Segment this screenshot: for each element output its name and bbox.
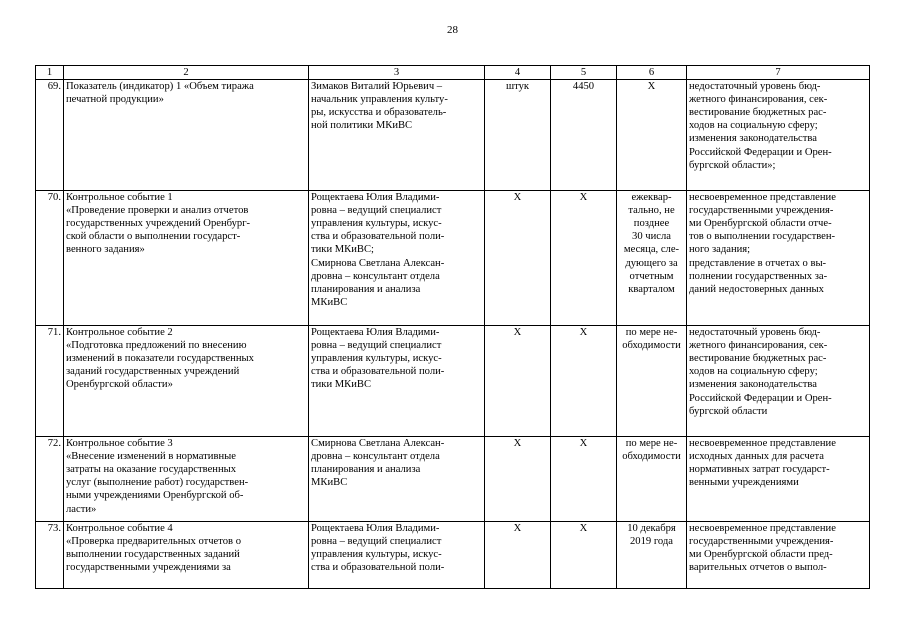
column-header-1: 1 bbox=[36, 66, 64, 80]
risks-cell: несвоевременное представление исходных данных для расчета нормативных затрат государст- венными учреждениями bbox=[687, 437, 870, 522]
indicator-cell: Показатель (индикатор) 1 «Объем тиража печатной продукции» bbox=[64, 80, 309, 191]
unit-cell: штук bbox=[485, 80, 551, 191]
column-header-5: 5 bbox=[551, 66, 617, 80]
risks-cell: недостаточный уровень бюд- жетного финансирования, сек- вестирование бюджетных рас- ходов на социальную сферу; изменения законодательства Российской Федерации и Орен- бургской области bbox=[687, 326, 870, 437]
indicator-cell: Контрольное событие 3 «Внесение изменений в нормативные затраты на оказание государственных услуг (выполнение работ) государствен- ными учреждениями Оренбургской об- ласти» bbox=[64, 437, 309, 522]
column-header-4: 4 bbox=[485, 66, 551, 80]
value-cell: 4450 bbox=[551, 80, 617, 191]
responsible-cell: Смирнова Светлана Алексан- дровна – консультант отдела планирования и анализа МКиВС bbox=[309, 437, 485, 522]
unit-cell: Х bbox=[485, 522, 551, 589]
header-row bbox=[36, 66, 870, 80]
unit-cell: Х bbox=[485, 191, 551, 326]
risks-cell: недостаточный уровень бюд- жетного финансирования, сек- вестирование бюджетных рас- ходов на социальную сферу; изменения законодательства Российской Федерации и Орен- бургской области»; bbox=[687, 80, 870, 191]
column-header-6: 6 bbox=[617, 66, 687, 80]
value-cell: Х bbox=[551, 191, 617, 326]
term-cell: по мере не- обходимости bbox=[617, 437, 687, 522]
column-header-3: 3 bbox=[309, 66, 485, 80]
responsible-cell: Рощектаева Юлия Владими- ровна – ведущий специалист управления культуры, искус- ства и образовательной поли- тики МКиВС bbox=[309, 326, 485, 437]
table-row bbox=[36, 191, 870, 326]
responsible-cell: Зимаков Виталий Юрьевич – начальник управления культу- ры, искусства и образователь- ной политики МКиВС bbox=[309, 80, 485, 191]
indicator-cell: Контрольное событие 1 «Проведение проверки и анализ отчетов государственных учреждений Оренбург- ской области о выполнении государст- венного задания» bbox=[64, 191, 309, 326]
table-row bbox=[36, 437, 870, 522]
table-row bbox=[36, 522, 870, 589]
row-number: 69. bbox=[36, 80, 64, 191]
term-cell: 10 декабря 2019 года bbox=[617, 522, 687, 589]
table-row bbox=[36, 80, 870, 191]
plan-table bbox=[35, 65, 870, 589]
risks-cell: несвоевременное представление государственными учреждения- ми Оренбургской области отче- тов о выполнении государствен- ного задания; представление в отчетах о вы- полнении государственных за- даний недостоверных данных bbox=[687, 191, 870, 326]
term-cell: по мере не- обходимости bbox=[617, 326, 687, 437]
column-header-2: 2 bbox=[64, 66, 309, 80]
unit-cell: Х bbox=[485, 437, 551, 522]
term-cell: ежеквар- тально, не позднее 30 числа месяца, сле- дующего за отчетным кварталом bbox=[617, 191, 687, 326]
page-number: 28 bbox=[447, 24, 458, 36]
risks-cell: несвоевременное представление государственными учреждения- ми Оренбургской области пред- варительных отчетов о выпол- bbox=[687, 522, 870, 589]
value-cell: Х bbox=[551, 326, 617, 437]
column-header-7: 7 bbox=[687, 66, 870, 80]
unit-cell: Х bbox=[485, 326, 551, 437]
indicator-cell: Контрольное событие 2 «Подготовка предложений по внесению изменений в показатели государственных заданий государственных учреждений Оренбургской области» bbox=[64, 326, 309, 437]
value-cell: Х bbox=[551, 437, 617, 522]
row-number: 71. bbox=[36, 326, 64, 437]
row-number: 73. bbox=[36, 522, 64, 589]
row-number: 72. bbox=[36, 437, 64, 522]
table-row bbox=[36, 326, 870, 437]
term-cell: Х bbox=[617, 80, 687, 191]
row-number: 70. bbox=[36, 191, 64, 326]
indicator-cell: Контрольное событие 4 «Проверка предварительных отчетов о выполнении государственных заданий государственными учреждениями за bbox=[64, 522, 309, 589]
responsible-cell: Рощектаева Юлия Владими- ровна – ведущий специалист управления культуры, искус- ства и образовательной поли- bbox=[309, 522, 485, 589]
value-cell: Х bbox=[551, 522, 617, 589]
responsible-cell: Рощектаева Юлия Владими- ровна – ведущий специалист управления культуры, искус- ства и образовательной поли- тики МКиВС; Смирнова Светлана Алексан- дровна – консультант отдела планирования и анализа МКиВС bbox=[309, 191, 485, 326]
